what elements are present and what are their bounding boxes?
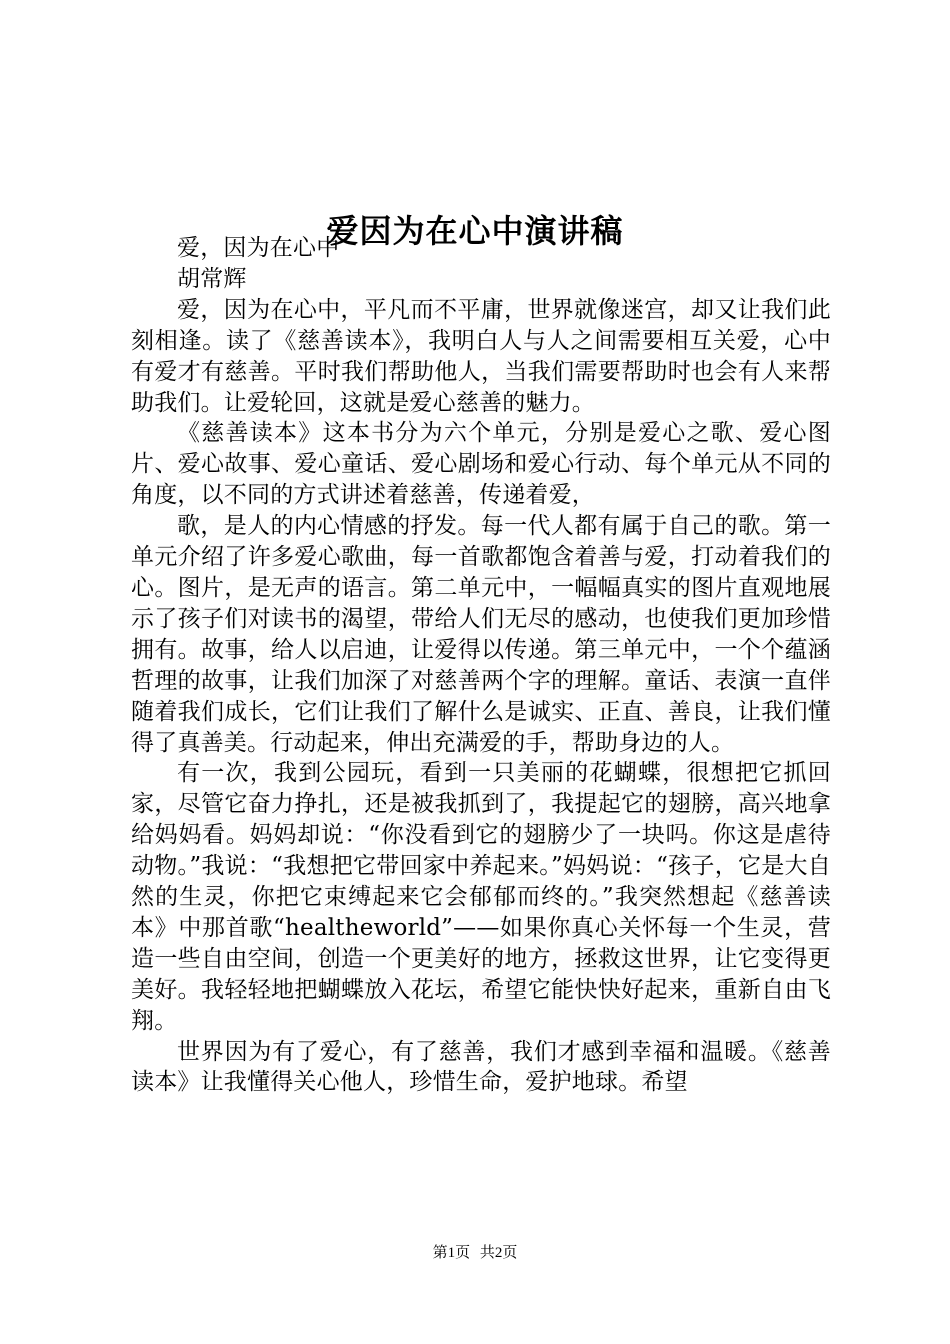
document-title: 爱因为在心中演讲稿 bbox=[326, 212, 624, 251]
page-total: 共2页 bbox=[479, 1245, 518, 1261]
page-footer bbox=[0, 1243, 950, 1263]
paragraph: 爱，因为在心中，平凡而不平庸，世界就像迷宫，却又让我们此刻相逢。读了《慈善读本》，我明白人与人之间需要相互关爱，心中有爱才有慈善。平时我们帮助他人，当我们需要帮助时也会有人来帮助我们。让爱轮回，这就是爱心慈善的魅力。 bbox=[131, 296, 831, 416]
paragraph-subtitle: 爱，因为在心中 bbox=[177, 235, 340, 261]
document-body bbox=[131, 233, 831, 1098]
page-number: 第1页 bbox=[432, 1245, 471, 1261]
paragraph: 世界因为有了爱心，有了慈善，我们才感到幸福和温暖。《慈善读本》让我懂得关心他人，珍惜生命，爱护地球。希望 bbox=[131, 1038, 831, 1096]
paragraph: 歌，是人的内心情感的抒发。每一代人都有属于自己的歌。第一单元介绍了许多爱心歌曲，每一首歌都饱含着善与爱，打动着我们的心。图片，是无声的语言。第二单元中，一幅幅真实的图片直观地展示了孩子们对读书的渴望，带给人们无尽的感动，也使我们更加珍惜拥有。故事，给人以启迪，让爱得以传递。第三单元中，一个个蕴涵哲理的故事，让我们加深了对慈善两个字的理解。童话、表演一直伴随着我们成长，它们让我们了解什么是诚实、正直、善良，让我们懂得了真善美。行动起来，伸出充满爱的手，帮助身边的人。 bbox=[131, 513, 831, 756]
paragraph: 有一次，我到公园玩，看到一只美丽的花蝴蝶，很想把它抓回家，尽管它奋力挣扎，还是被我抓到了，我提起它的翅膀，高兴地拿给妈妈看。妈妈却说：“你没看到它的翅膀少了一块吗。你这是虐待动物。”我说：“我想把它带回家中养起来。”妈妈说：“孩子，它是大自然的生灵，你把它束缚起来它会郁郁而终的。”我突然想起《慈善读本》中那首歌“healtheworld”——如果你真心关怀每一个生灵，营造一些自由空间，创造一个更美好的地方，拯救这世界，让它变得更美好。我轻轻地把蝴蝶放入花坛，希望它能快快好起来，重新自由飞翔。 bbox=[131, 760, 831, 1034]
paragraph: 《慈善读本》这本书分为六个单元，分别是爱心之歌、爱心图片、爱心故事、爱心童话、爱心剧场和爱心行动、每个单元从不同的角度，以不同的方式讲述着慈善，传递着爱， bbox=[131, 420, 831, 509]
paragraph-author: 胡常辉 bbox=[177, 265, 247, 292]
